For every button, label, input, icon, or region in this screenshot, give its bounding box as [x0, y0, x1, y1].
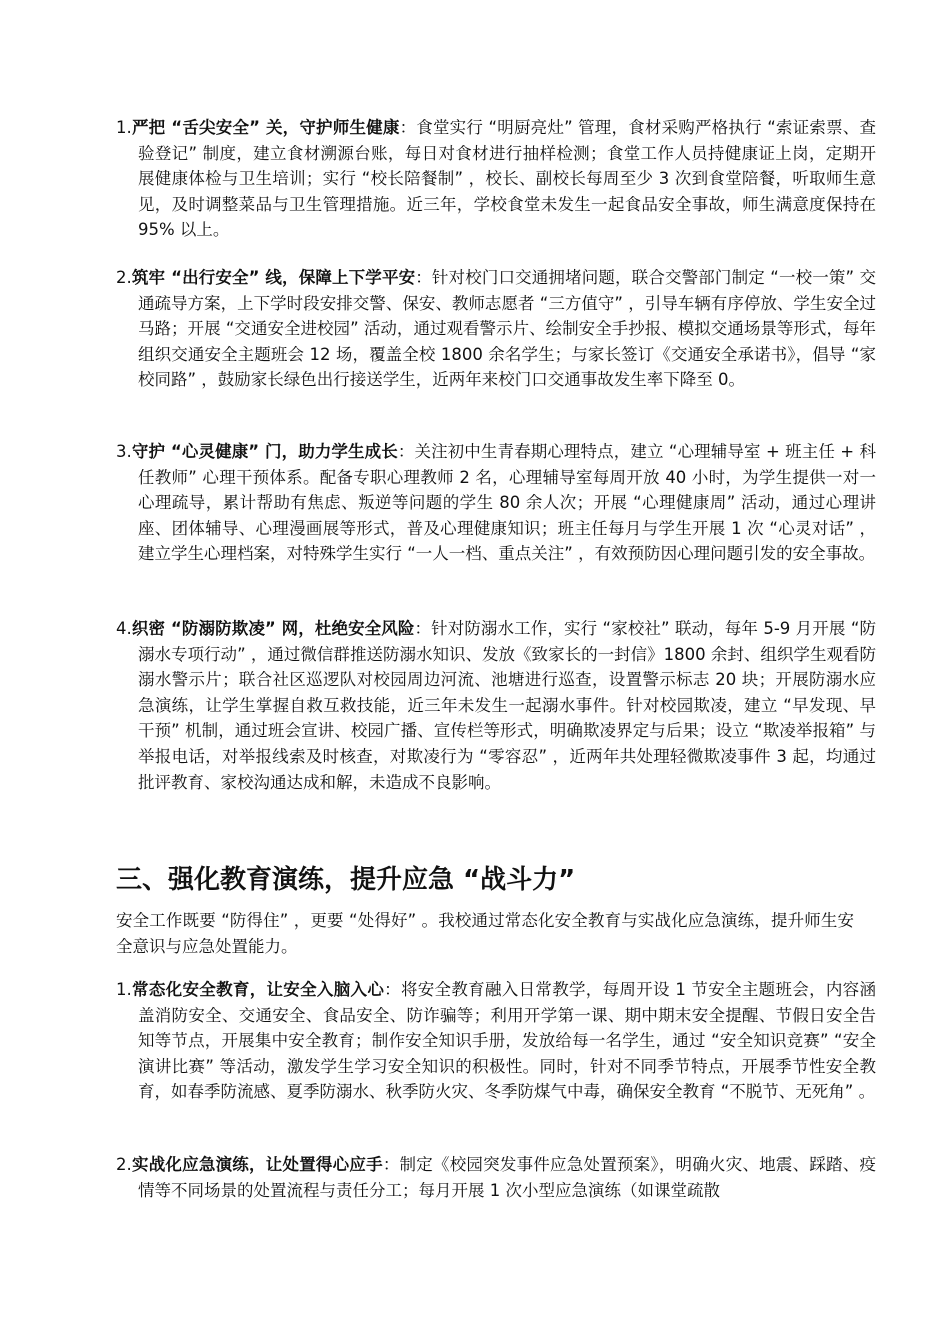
item-number: 1. — [116, 980, 132, 999]
item-body: ：制定《校园突发事件应急处置预案》，明确火灾、地震、踩踏、疫情等不同场景的处置流程与责任分工；每月开展 1 次小型应急演练（如课堂疏散 — [138, 1155, 877, 1200]
item-lead: 守护 “心灵健康” 门，助力学生成长 — [131, 442, 398, 461]
item-lead: 常态化安全教育，让安全入脑入心 — [131, 980, 385, 999]
item-number: 2. — [116, 268, 132, 287]
item-number: 2. — [116, 1155, 132, 1174]
item-body: ：针对防溺水工作，实行 “家校社” 联动，每年 5-9 月开展 “防溺水专项行动” ，通过微信群推送防溺水知识、发放《致家长的一封信》1800 余封、组织学生观看防溺水警示片；联合社区巡逻队对校园周边河流、池塘进行巡查，设置警示标志 20 块；开展防溺水应急演练，让学生掌握自救互救技能，近三年未发生一起溺水事件。针对校园欺凌，建立 “早发现、早干预” 机制，通过班会宣讲、校园广播、宣传栏等形式，明确欺凌界定与后果；设立 “欺凌举报箱” 与举报电话，对举报线索及时核查，对欺凌行为 “零容忍” ，近两年共处理轻微欺凌事件 3 起，均通过批评教育、家校沟通达成和解，未造成不良影响。 — [138, 619, 876, 792]
section-heading: 三、强化教育演练，提升应急 “战斗力” — [116, 865, 576, 895]
item-lead: 筑牢 “出行安全” 线，保障上下学平安 — [131, 268, 416, 287]
item-number: 4. — [116, 619, 132, 638]
list-item-emergency-drill — [116, 1152, 876, 1203]
item-number: 3. — [116, 442, 132, 461]
item-number: 1. — [116, 118, 132, 137]
item-body: ：针对校门口交通拥堵问题，联合交警部门制定 “一校一策” 交通疏导方案，上下学时段安排交警、保安、教师志愿者 “三方值守” ，引导车辆有序停放、学生安全过马路；开展 “交通安全进校园” 活动，通过观看警示片、绘制安全手抄报、模拟交通场景等形式，每年组织交通安全主题班会 12 场，覆盖全校 1800 余名学生；与家长签订《交通安全承诺书》，倡导 “家校同路” ，鼓励家长绿色出行接送学生，近两年来校门口交通事故发生率下降至 0。 — [138, 268, 876, 390]
list-item-drowning-bullying — [116, 616, 876, 795]
section-intro: 安全工作既要 “防得住” ，更要 “处得好” 。我校通过常态化安全教育与实战化应急演练，提升师生安全意识与应急处置能力。 — [116, 911, 854, 956]
list-item-travel-safety — [116, 265, 876, 393]
list-item-mental-health — [116, 439, 876, 567]
item-lead: 严把 “舌尖安全” 关，守护师生健康 — [131, 118, 400, 137]
item-body: ：食堂实行 “明厨亮灶” 管理，食材采购严格执行 “索证索票、查验登记” 制度，建立食材溯源台账，每日对食材进行抽样检测；食堂工作人员持健康证上岗，定期开展健康体检与卫生培训；实行 “校长陪餐制” ，校长、副校长每周至少 3 次到食堂陪餐，听取师生意见，及时调整菜品与卫生管理措施。近三年，学校食堂未发生一起食品安全事故，师生满意度保持在 95% 以上。 — [138, 118, 876, 240]
item-body: ：将安全教育融入日常教学，每周开设 1 节安全主题班会，内容涵盖消防安全、交通安全、食品安全、防诈骗等；利用开学第一课、期中期末安全提醒、节假日安全告知等节点，开展集中安全教育；制作安全知识手册，发放给每一名学生，通过 “安全知识竞赛” “安全演讲比赛” 等活动，激发学生学习安全知识的积极性。同时，针对不同季节特点，开展季节性安全教育，如春季防流感、夏季防溺水、秋季防火灾、冬季防煤气中毒，确保安全教育 “不脱节、无死角” 。 — [138, 980, 876, 1102]
list-item-safety-education — [116, 977, 876, 1105]
item-lead: 织密 “防溺防欺凌” 网，杜绝安全风险 — [131, 619, 415, 638]
item-lead: 实战化应急演练，让处置得心应手 — [131, 1155, 383, 1174]
list-item-food-safety — [116, 115, 876, 243]
item-body: ：关注初中生青春期心理特点，建立 “心理辅导室 + 班主任 + 科任教师” 心理干预体系。配备专职心理教师 2 名，心理辅导室每周开放 40 小时，为学生提供一对一心理疏导，累计帮助有焦虑、叛逆等问题的学生 80 余人次；开展 “心理健康周” 活动，通过心理讲座、团体辅导、心理漫画展等形式，普及心理健康知识；班主任每月与学生开展 1 次 “心灵对话” ，建立学生心理档案，对特殊学生实行 “一人一档、重点关注” ，有效预防因心理问题引发的安全事故。 — [138, 442, 876, 564]
